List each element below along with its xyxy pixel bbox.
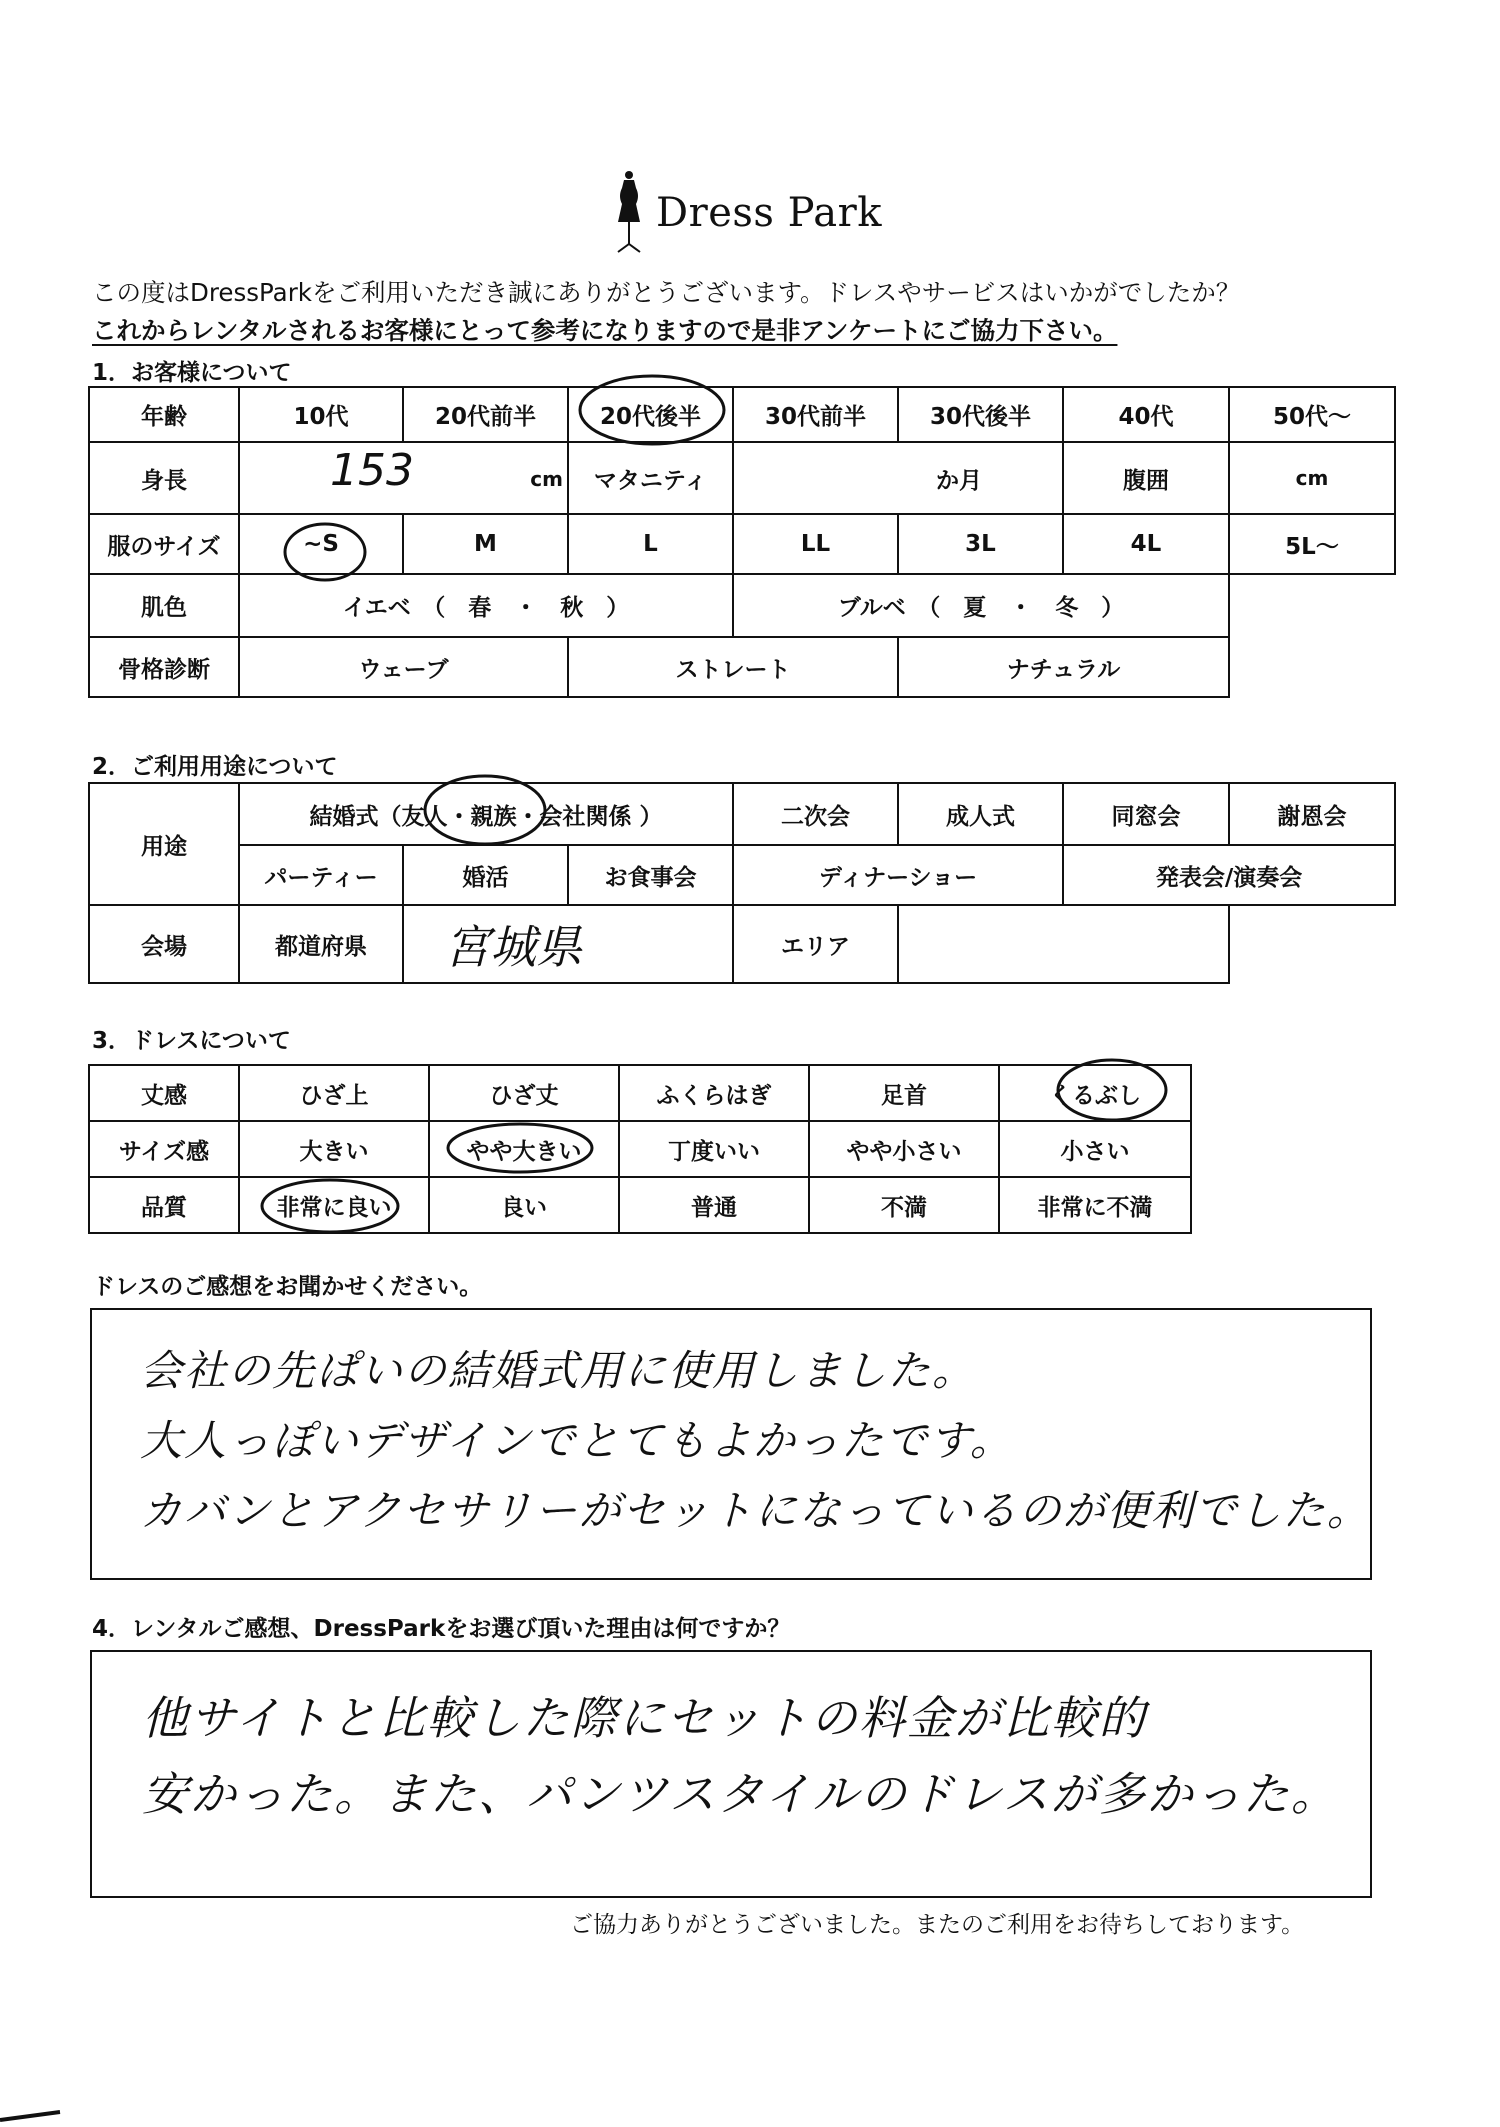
height-label: 身長 [89,442,239,514]
age-option[interactable]: 10代 [239,387,403,442]
dress-form-icon [612,170,646,256]
size-option[interactable]: M [403,514,568,574]
purpose-option[interactable]: お食事会 [568,845,733,905]
length-option[interactable]: ひざ上 [239,1065,429,1121]
size-option[interactable]: LL [733,514,898,574]
frame-option[interactable]: ナチュラル [898,637,1229,697]
purpose-option[interactable]: 発表会/演奏会 [1063,845,1395,905]
purpose-table [88,782,1396,984]
age-option[interactable]: 30代後半 [898,387,1063,442]
brand-name: Dress Park [656,190,882,236]
purpose-option[interactable]: パーティー [239,845,403,905]
wedding-option[interactable] [239,783,733,845]
quality-option[interactable]: 非常に不満 [999,1177,1191,1233]
prefecture-value: 宮城県 [444,920,582,974]
size-label: 服のサイズ [89,514,239,574]
dress-comment-line: 会社の先ぱいの結婚式用に使用しました。 [140,1346,977,1395]
rental-comment-box[interactable] [90,1650,1372,1898]
frame-option[interactable]: ストレート [568,637,898,697]
quality-option-selected[interactable]: 非常に良い [239,1177,429,1233]
maternity-months-field[interactable] [733,442,1063,514]
length-label: 丈感 [89,1065,239,1121]
waist-label: 腹囲 [1063,442,1229,514]
brand-logo [612,168,882,258]
age-option[interactable]: 30代前半 [733,387,898,442]
area-label: エリア [733,905,898,983]
skin-blue-option[interactable]: ブルベ （ 夏 ・ 冬 ） [733,574,1229,637]
maternity-label: マタニティ [568,442,733,514]
length-option[interactable]: ひざ丈 [429,1065,619,1121]
length-option[interactable]: 足首 [809,1065,999,1121]
venue-label: 会場 [89,905,239,983]
age-option[interactable]: 20代前半 [403,387,568,442]
age-option-selected[interactable]: 20代後半 [568,387,733,442]
skin-label: 肌色 [89,574,239,637]
fit-option[interactable]: やや小さい [809,1121,999,1177]
height-value: 153 [330,445,414,496]
waist-field[interactable] [1229,442,1395,514]
fit-option[interactable]: 小さい [999,1121,1191,1177]
fit-option-selected[interactable]: やや大きい [429,1121,619,1177]
prefecture-field[interactable] [403,905,733,983]
size-option-selected[interactable]: ~S [239,514,403,574]
months-unit: か月 [936,467,982,494]
age-option[interactable]: 40代 [1063,387,1229,442]
size-option[interactable]: 4L [1063,514,1229,574]
size-option[interactable]: L [568,514,733,574]
closing-message: ご協力ありがとうございました。またのご利用をお待ちしております。 [570,1912,1305,1938]
wedding-company-option[interactable]: ・会社関係 ） [516,803,663,830]
skin-yellow-option[interactable]: イエベ （ 春 ・ 秋 ） [239,574,733,637]
quality-label: 品質 [89,1177,239,1233]
quality-option[interactable]: 良い [429,1177,619,1233]
fit-label: サイズ感 [89,1121,239,1177]
prefecture-label: 都道府県 [239,905,403,983]
frame-label: 骨格診断 [89,637,239,697]
dress-table [88,1064,1192,1234]
dress-comment-title: ドレスのご感想をお聞かせください。 [92,1274,483,1300]
quality-option[interactable]: 不満 [809,1177,999,1233]
purpose-option[interactable]: 成人式 [898,783,1063,845]
size-option[interactable]: 3L [898,514,1063,574]
intro-line-1: この度はDressParkをご利用いただき誠にありがとうございます。ドレスやサービスはいかがでしたか？ [92,278,1241,307]
section-3-title: 3．ドレスについて [92,1028,291,1054]
dress-comment-line: カバンとアクセサリーがセットになっているのが便利でした。 [140,1486,1371,1535]
rental-comment-line: 安かった。また、パンツスタイルのドレスが多かった。 [142,1767,1339,1821]
wedding-friends-option[interactable]: 友人・親族 [401,803,517,830]
height-field[interactable] [239,442,568,514]
purpose-label: 用途 [89,783,239,905]
rental-comment-line: 他サイトと比較した際にセットの料金が比較的 [142,1691,1147,1745]
fit-option[interactable]: 大きい [239,1121,429,1177]
dress-comment-box[interactable] [90,1308,1372,1580]
scan-edge-mark [0,2112,60,2120]
height-unit: cm [530,467,563,491]
waist-unit: cm [1295,466,1329,490]
section-4-title: 4．レンタルご感想、DressParkをお選び頂いた理由は何ですか？ [92,1616,791,1642]
purpose-option[interactable]: ディナーショー [733,845,1063,905]
fit-option[interactable]: 丁度いい [619,1121,809,1177]
purpose-option[interactable]: 婚活 [403,845,568,905]
intro-line-2: これからレンタルされるお客様にとって参考になりますので是非アンケートにご協力下さい。 [92,316,1118,345]
area-field[interactable] [898,905,1229,983]
purpose-option[interactable]: 同窓会 [1063,783,1229,845]
customer-table [88,386,1396,698]
purpose-option[interactable]: 謝恩会 [1229,783,1395,845]
age-option[interactable]: 50代～ [1229,387,1395,442]
dress-comment-line: 大人っぽいデザインでとてもよかったです。 [140,1416,1014,1465]
quality-option[interactable]: 普通 [619,1177,809,1233]
wedding-label: 結婚式（ [309,803,402,830]
length-option-selected[interactable]: くるぶし [999,1065,1191,1121]
frame-option[interactable]: ウェーブ [239,637,568,697]
section-2-title: 2．ご利用用途について [92,754,338,780]
purpose-option[interactable]: 二次会 [733,783,898,845]
length-option[interactable]: ふくらはぎ [619,1065,809,1121]
section-1-title: 1．お客様について [92,360,292,386]
age-label: 年齢 [89,387,239,442]
size-option[interactable]: 5L～ [1229,514,1395,574]
